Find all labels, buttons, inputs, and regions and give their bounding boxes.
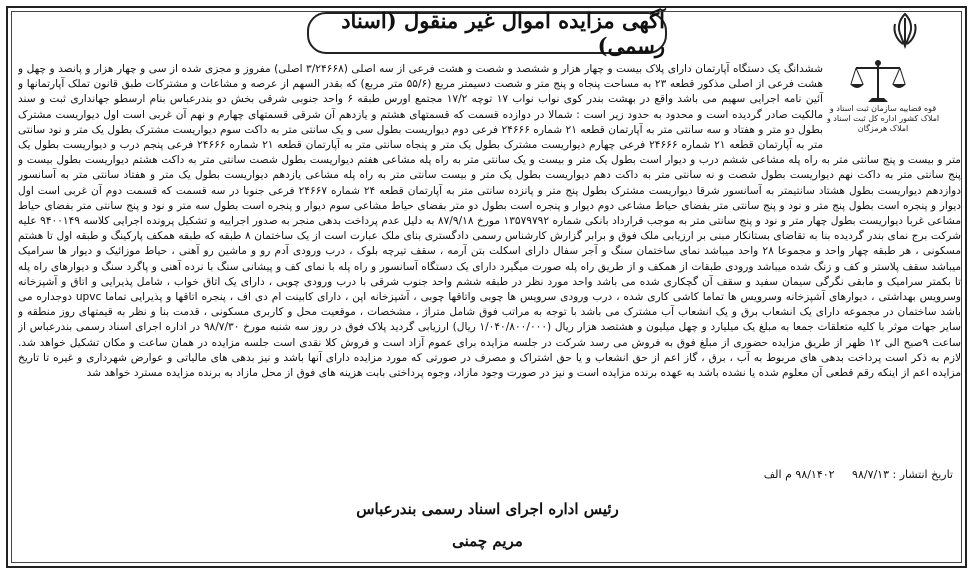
signature-title: رئیس اداره اجرای اسناد رسمی بندرعباس [356, 500, 619, 518]
notice-body [18, 62, 961, 484]
iran-emblem-icon [885, 10, 925, 50]
notice-body-text: ششدانگ یک دستگاه آپارتمان دارای پلاک بیست و چهار هزار و ششصد و شصت و هشت فرعی از سه اصلی (۳/۲۴۶۶۸ اصلی) مفروز و مجزی شده از سی و چهار هزار و پانصد و چهل و هشت فرعی از اصلی مذکور قطعه ۲۳ به مساحت پنجاه و پنج متر و شصت دسیمتر مربع (۵۵/۶ متر مربع) که بقدر السهم از عرصه و مشاعات و مشترکات طبق قانون تملک آپارتمانها و آئین نامه اجرایی سهیم می باشد واقع در بهشت بندر کوی نواب نواب ۱۷ توچه ۱۷/۲ مجتمع اورس طبقه ۶ واحد جنوبی شرقی بخش دو بندرعباس بنام ارسطو جهانداری ثبت و سند مالکیت صادر گردیده است و محدود به حدود زیر است : شمالا در دوازده قسمت که قسمتهای هشتم و یازدهم آن شرقی قسمتهای چهارم و نهم آن غربی است اول دیواریست مشترک بطول دو متر و هفتاد و سه سانتی متر به آپارتمان قطعه ۲۱ شماره ۲۴۶۶۶ فرعی دوم دیواریست بطول سی و یک سانتی متر به داکت سوم دیواریست مشترک بطول یک متر و نود سانتی متر به آپارتمان قطعه ۲۱ شماره ۲۴۶۶۶ فرعی چهارم دیواریست مشترک بطول یک متر و پنجاه سانتی متر به آپارتمان قطعه ۲۱ شماره ۲۴۶۶۶ فرعی پنجم درب و دیواریست بطول یک متر و بیست و پنج سانتی متر به راه پله مشاعی ششم درب و دیوار است بطول یک متر و بیست و یک سانتی متر به راه پله مشاعی هفتم دیواریست بطول شصت سانتی متر به داکت هشتم دیواریست بطول بیست و پنج سانتی متر به داکت نهم دیواریست بطول شصت و نه سانتی متر به داکت دهم دیواریست بطول یک متر و بیست سانتی متر به راه پله مشاعی یازدهم دیواریست بطول یک متر و هفتاد سانتی متر به آسانسور دوازدهم دیواریست بطول هشتاد سانتیمتر به آسانسور شرقا دیواریست مشترک بطول پنج متر و پانزده سانتی متر به آپارتمان قطعه ۲۴ شماره ۲۴۶۶۷ فرعی جنوبا در سه قسمت که قسمت دوم آن غربی است اول دیوار و پنجره است بطول پنج متر و نود و پنج سانتی متر بفضای حیاط مشاعی دوم دیوار و پنجره است بطول دو متر بفضای حیاط مشاعی سوم دیوار و پنجره است بطول سه متر و نود و پنج سانتی متر بفضای حیاط مشاعی غربا دیواریست بطول چهار متر و نود و پنج سانتی متر به موجب قرارداد بانکی شماره ۱۳۵۷۹۷۹۲ مورخ ۸۷/۹/۱۸ به دلیل عدم پرداخت بدهی منجر به صدور اجراییه و تشکیل پرونده اجرایی کلاسه ۹۴۰۰۱۴۹ علیه شرکت برج نمای بندر گردیده بنا به تقاضای بستانکار مبنی بر ارزیابی ملک فوق و برابر گزارش کارشناس رسمی دادگستری بنای ملک عبارت است از یک ساختمان ۸ طبقه که طبقه همکف پارکینگ و طبقه اول تا هشتم مسکونی ، هر طبقه چهار واحد و مجموعا ۲۸ واحد میباشد نمای ساختمان سنگ و آجر سفال دارای اسکلت بتن آرمه ، سقف تیرچه بلوک ، درب ورودی آدم رو و ماشین رو آهنی ، حیاط موزائیک و دیوار ها سرامیک میباشد سقف پلاستر و کف و زنگ شده میباشد ورودی طبقات از همکف و از طریق راه پله صورت میگیرد دارای یک دستگاه آسانسور و راه پله با نمای کف و پیشانی سنگ با نرده آهنی و پاگرد سنگ و دیوارهای راه پله تا بکمتر سرامیک و مابقی نگرگی سیمان سفید و سقف آن گچکاری شده می باشد واحد مورد نظر در طبقه ششم واحد جنوب شرقی با درب ورودی چوبی ، دارای یک اتاق خواب ، شامل پذیرایی و اتاق و آشپزخانه وسرویس بهداشتی ، دیوارهای آشپزخانه وسرویس ها تماما کاشی کاری شده ، درب ورودی سرویس ها چوبی واتاقها چوبی ، آشپزخانه اپن ، دارای کابینت ام دی اف ، پنجره اتاقها و پذیرایی تماما upvc دوجداره می باشد ساختمان در مجموعه دارای یک انشعاب برق و یک انشعاب آب مشترک می باشد با توجه به مراتب فوق شامل متراژ ، مشخصات ، موقعیت محل و کاربری مسکونی ، قدمت بنا و نظر به قیمتهای روز منطقه و سایر جهات موثر با کلیه متعلقات جمعا به مبلغ یک میلیارد و چهل میلیون و هشتصد هزار ریال (۱/۰۴۰/۸۰۰/۰۰۰ ریال) ارزیابی گردید پلاک فوق در روز سه شنبه مورخ ۹۸/۷/۳۰ در اداره اجرای اسناد رسمی بندرعباس از ساعت ۹صبح الی ۱۲ ظهر از طریق مزایده حضوری از مبلغ فوق به فروش می رسد شرکت در جلسه مزایده برای عموم آزاد است و فروش کلا نقدی است جلسه مزایده در همان ساعت و مکان تشکیل خواهد شد. لازم به ذکر است پرداخت بدهی های مربوط به آب ، برق ، گاز اعم از حق انشعاب و یا حق اشتراک و مصرف در صورتی که مورد مزایده دارای آنها باشد و نیز بدهی های مالیاتی و عوارض شهرداری و غیره تا تاریخ مزایده اعم از اینکه رقم قطعی آن معلوم شده یا نشده باشد به عهده برنده مزایده است و نیز در صورت وجود مازاد، وجوه پرداختی بابت هزینه های فوق از محل مازاد به برنده مزایده مسترد خواهد شد [18, 63, 961, 380]
reference-code: ۹۸/۱۴۰۲ م الف [763, 468, 835, 481]
publish-line [764, 468, 953, 481]
notice-title: آگهی مزایده اموال غیر منقول (اسناد رسمی) [307, 12, 667, 54]
publish-date: تاریخ انتشار : ۹۸/۷/۱۳ [852, 468, 953, 481]
organization-name: قوه قضاییه سازمان ثبت اسناد و املاک کشور اداره کل ثبت اسناد و املاک هرمزگان [826, 104, 940, 133]
signature-name: مریم چمنی [452, 532, 523, 550]
emblem-spacer [823, 62, 961, 152]
